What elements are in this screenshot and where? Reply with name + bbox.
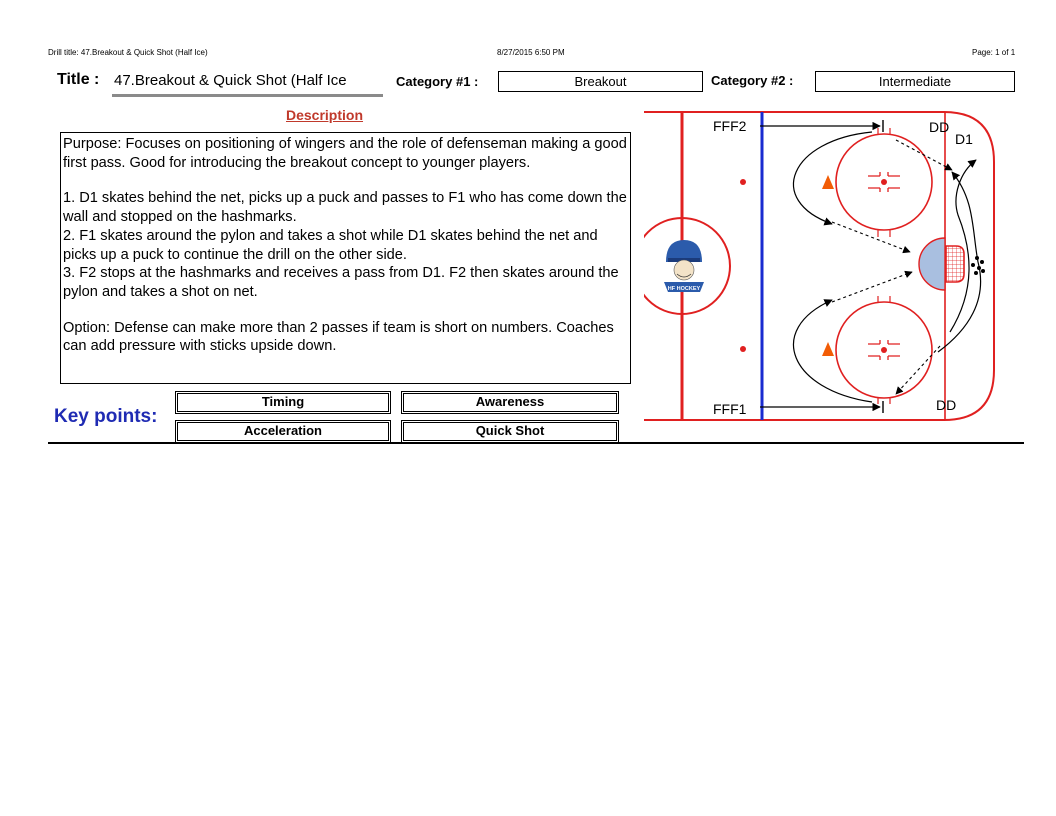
description-box — [60, 132, 631, 384]
key-point-quick-shot: Quick Shot — [401, 420, 619, 443]
bottom-rule — [48, 442, 1024, 444]
rink-diagram — [640, 108, 996, 424]
label-d1: D1 — [955, 131, 973, 147]
faceoff-dot — [740, 346, 746, 352]
label-fff1: FFF1 — [713, 401, 747, 417]
description-option: Option: Defense can make more than 2 passes if team is short on numbers. Coaches can add pressure with sticks upside down. — [63, 319, 614, 355]
label-dd-top: DD — [929, 119, 950, 135]
category-1-value: Breakout — [498, 71, 703, 92]
goal-crease — [919, 238, 945, 290]
label-dd-bottom: DD — [936, 397, 957, 413]
key-point-acceleration: Acceleration — [175, 420, 391, 443]
faceoff-dot — [740, 179, 746, 185]
description-gap — [63, 302, 628, 319]
hf-hockey-logo-icon — [664, 240, 704, 292]
key-point-awareness: Awareness — [401, 391, 619, 414]
key-points-label: Key points: — [54, 406, 158, 427]
faceoff-dot — [881, 347, 887, 353]
header-drill-title: Drill title: 47.Breakout & Quick Shot (Half Ice) — [48, 48, 208, 57]
header-page-number: Page: 1 of 1 — [972, 48, 1016, 57]
description-heading: Description — [286, 107, 364, 123]
pylon-icon — [822, 175, 834, 189]
key-point-timing: Timing — [175, 391, 391, 414]
category-2-value: Intermediate — [815, 71, 1015, 92]
title-underline — [112, 94, 383, 97]
label-fff2: FFF2 — [713, 118, 747, 134]
goal-net — [946, 246, 964, 282]
title-value: 47.Breakout & Quick Shot (Half Ice — [114, 72, 347, 89]
faceoff-dot — [881, 179, 887, 185]
description-step-1: 1. D1 skates behind the net, picks up a puck and passes to F1 who has come down the wall and stopped on the hashmarks. — [63, 190, 627, 226]
logo-text: HF HOCKEY — [667, 286, 701, 292]
faceoff-markings — [868, 172, 900, 360]
category-1-label: Category #1 : — [396, 74, 479, 89]
title-label: Title : — [57, 71, 100, 88]
description-purpose: Purpose: Focuses on positioning of wingers and the role of defenseman making a good first pass. Good for introducing the breakout concept to younger players. — [63, 136, 627, 171]
pylon-icon — [822, 342, 834, 356]
description-gap — [63, 172, 628, 189]
header-datetime: 8/27/2015 6:50 PM — [497, 48, 565, 57]
description-step-2: 2. F1 skates around the pylon and takes a shot while D1 skates behind the net and picks up a puck to continue the drill on the other side. — [63, 227, 598, 263]
category-2-label: Category #2 : — [711, 73, 794, 88]
description-step-3: 3. F2 stops at the hashmarks and receives a pass from D1. F2 then skates around the pylon and takes a shot on net. — [63, 265, 619, 300]
hash-marks — [878, 128, 890, 404]
